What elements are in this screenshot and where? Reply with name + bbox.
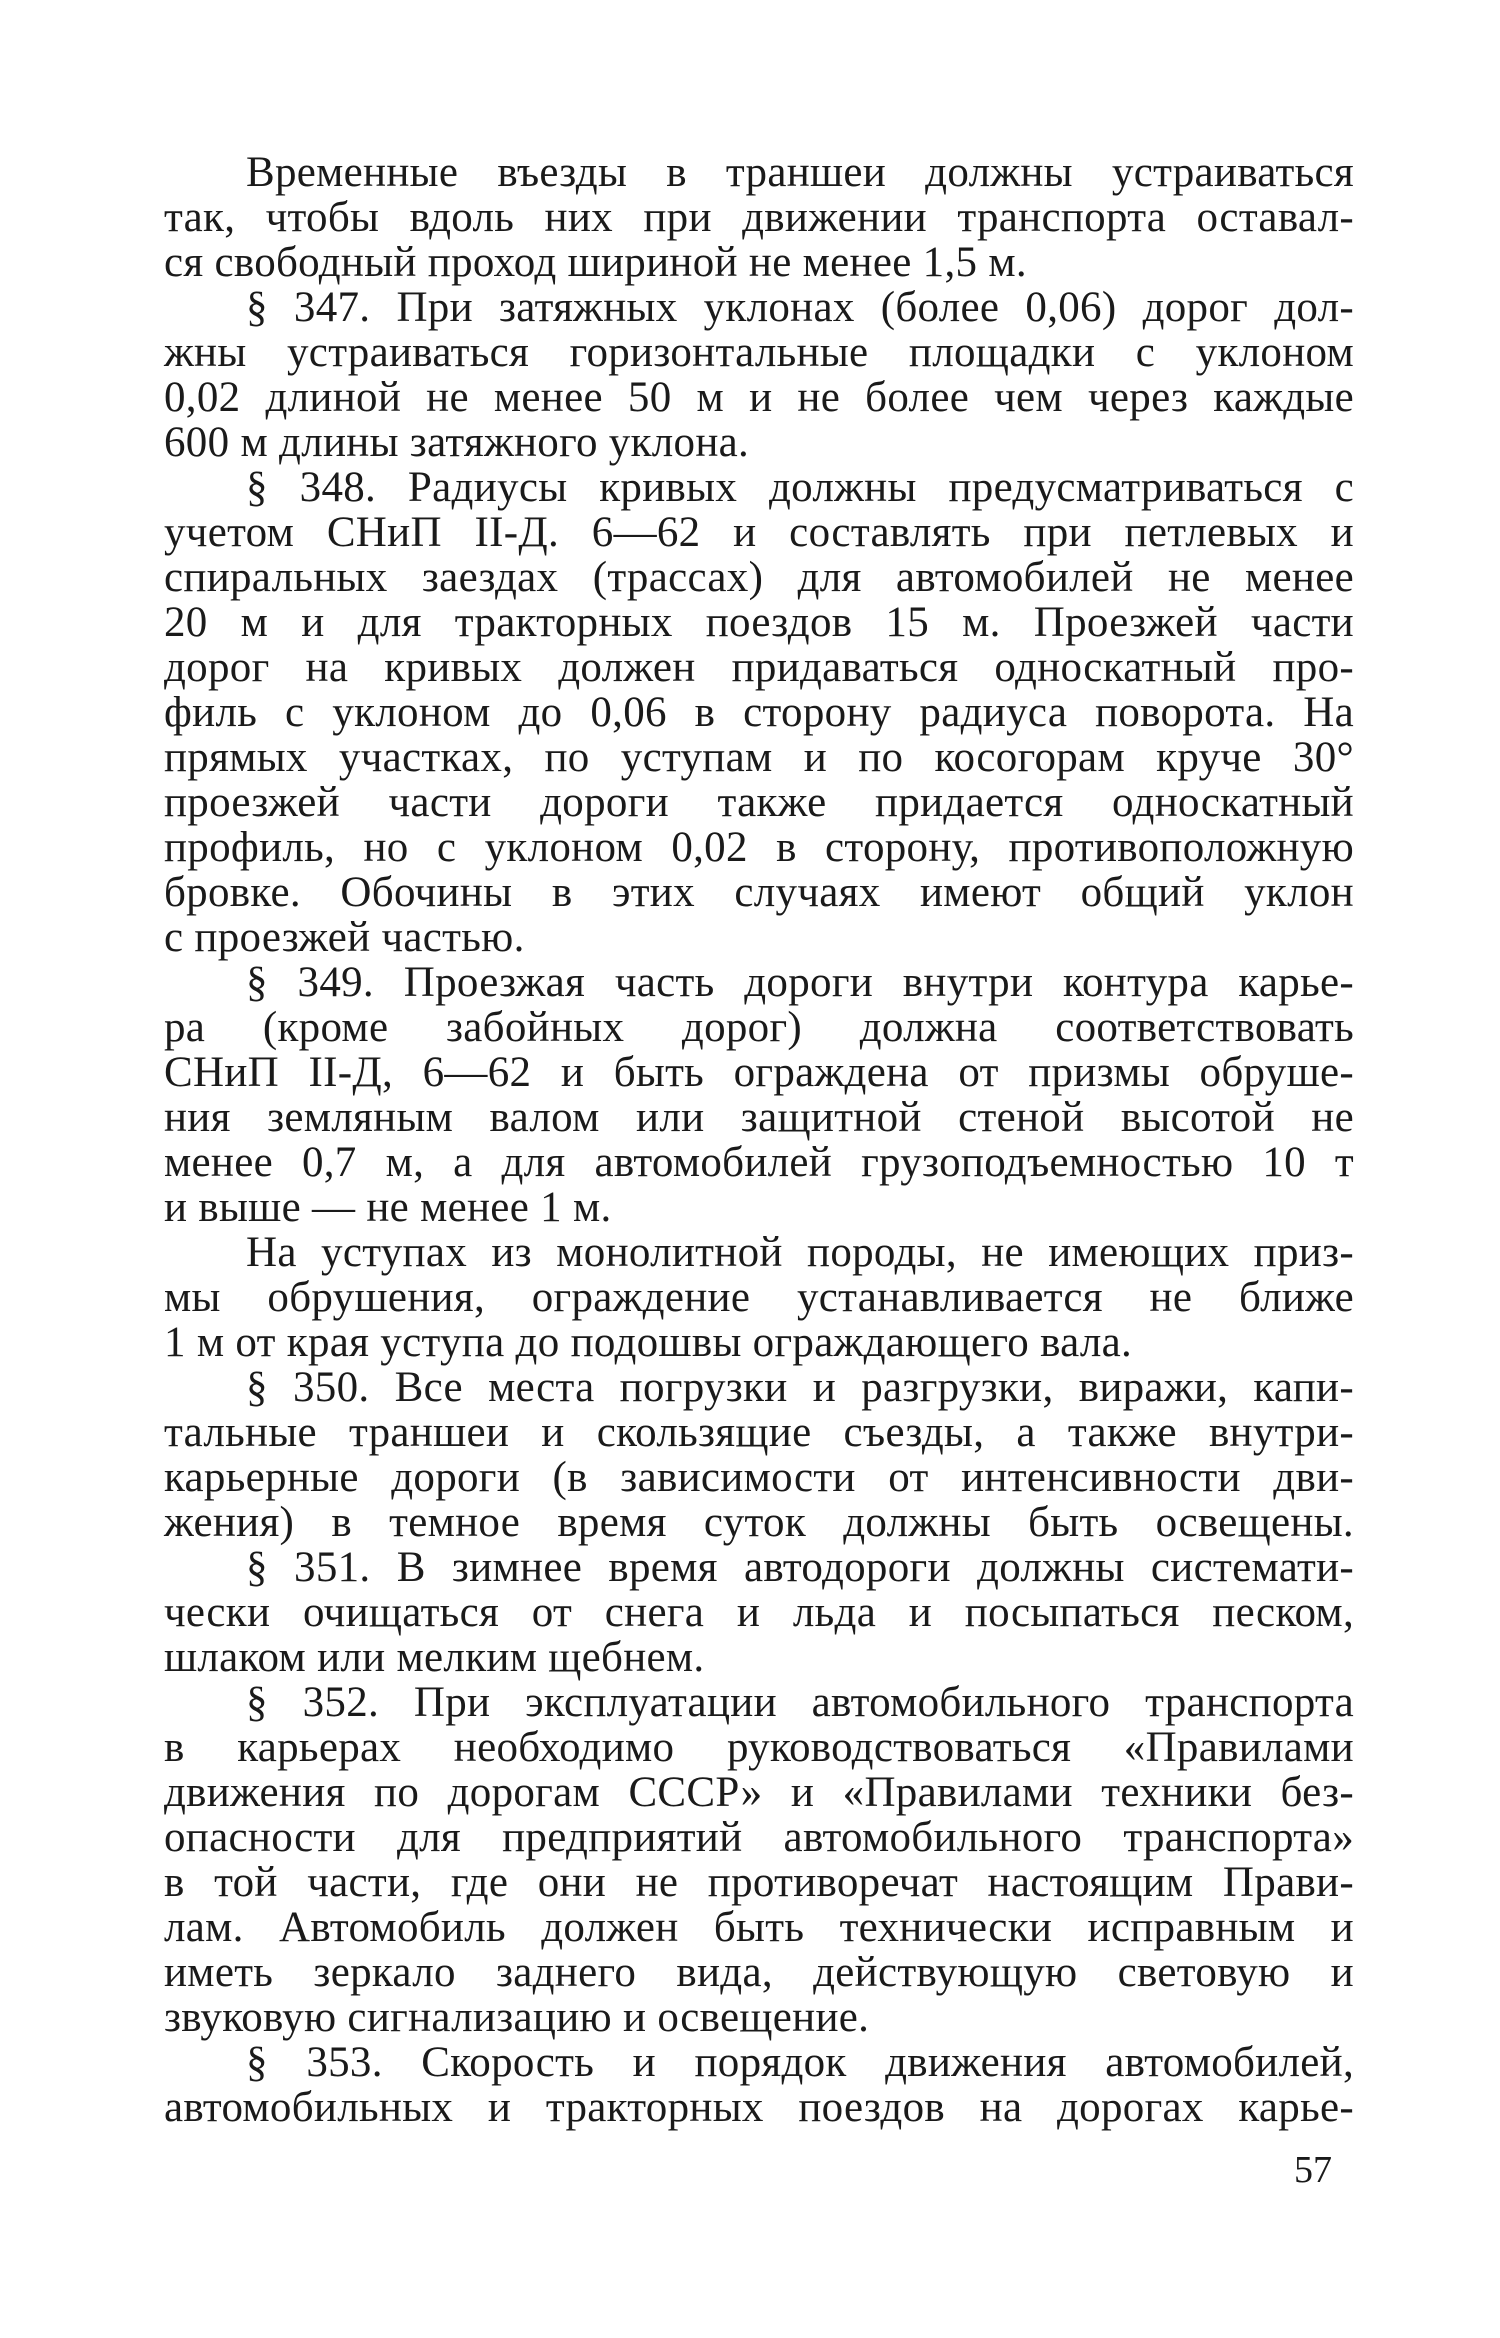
text-line: § 347. При затяжных уклонах (более 0,06) дорог дол- bbox=[246, 284, 1354, 331]
paragraph-350 bbox=[164, 1365, 1354, 1545]
text-line: На уступах из монолитной породы, не имеющих приз- bbox=[246, 1229, 1354, 1276]
text-line: менее 0,7 м, а для автомобилей грузоподъемностью 10 т bbox=[164, 1139, 1354, 1186]
text-line: с проезжей частью. bbox=[164, 914, 525, 961]
text-line: лам. Автомобиль должен быть технически исправным и bbox=[164, 1904, 1354, 1951]
paragraph bbox=[164, 1230, 1354, 1365]
text-line: 20 м и для тракторных поездов 15 м. Проезжей части bbox=[164, 599, 1354, 646]
text-line: и выше — не менее 1 м. bbox=[164, 1184, 612, 1231]
text-line: § 351. В зимнее время автодороги должны системати- bbox=[246, 1544, 1354, 1591]
text-line: дорог на кривых должен придаваться односкатный про- bbox=[164, 644, 1354, 691]
text-line: иметь зеркало заднего вида, действующую световую и bbox=[164, 1949, 1354, 1996]
text-line: мы обрушения, ограждение устанавливается не ближе bbox=[164, 1274, 1354, 1321]
text-line: 600 м длины затяжного уклона. bbox=[164, 419, 750, 466]
page-number: 57 bbox=[1294, 2149, 1332, 2191]
text-line: тальные траншеи и скользящие съезды, а также внутри- bbox=[164, 1409, 1354, 1456]
text-line: звуковую сигнализацию и освещение. bbox=[164, 1994, 870, 2041]
text-line: жения) в темное время суток должны быть освещены. bbox=[164, 1499, 1354, 1546]
paragraph-351 bbox=[164, 1545, 1354, 1680]
text-line: 1 м от края уступа до подошвы ограждающего вала. bbox=[164, 1319, 1133, 1366]
text-line: профиль, но с уклоном 0,02 в сторону, противоположную bbox=[164, 824, 1354, 871]
text-line: § 353. Скорость и порядок движения автомобилей, bbox=[246, 2039, 1354, 2086]
text-line: так, чтобы вдоль них при движении транспорта оставал- bbox=[164, 194, 1354, 241]
paragraph bbox=[164, 150, 1354, 285]
paragraph-348 bbox=[164, 465, 1354, 960]
text-line: в карьерах необходимо руководствоваться «Правилами bbox=[164, 1724, 1354, 1771]
page-body bbox=[164, 150, 1354, 2130]
text-line: ния земляным валом или защитной стеной высотой не bbox=[164, 1094, 1354, 1141]
paragraph-352 bbox=[164, 1680, 1354, 2040]
paragraph-347 bbox=[164, 285, 1354, 465]
text-line: в той части, где они не противоречат настоящим Прави- bbox=[164, 1859, 1354, 1906]
text-line: § 348. Радиусы кривых должны предусматриваться с bbox=[246, 464, 1354, 511]
text-line: жны устраиваться горизонтальные площадки с уклоном bbox=[164, 329, 1354, 376]
text-line: § 350. Все места погрузки и разгрузки, виражи, капи- bbox=[246, 1364, 1354, 1411]
text-line: учетом СНиП II-Д. 6—62 и составлять при петлевых и bbox=[164, 509, 1354, 556]
paragraph-353 bbox=[164, 2040, 1354, 2130]
text-line: 0,02 длиной не менее 50 м и не более чем через каждые bbox=[164, 374, 1354, 421]
text-line: прямых участках, по уступам и по косогорам круче 30° bbox=[164, 734, 1354, 781]
text-line: автомобильных и тракторных поездов на дорогах карье- bbox=[164, 2084, 1354, 2131]
text-line: § 349. Проезжая часть дороги внутри контура карье- bbox=[246, 959, 1354, 1006]
text-line: Временные въезды в траншеи должны устраиваться bbox=[246, 149, 1354, 196]
text-line: бровке. Обочины в этих случаях имеют общий уклон bbox=[164, 869, 1354, 916]
text-line: движения по дорогам СССР» и «Правилами техники без- bbox=[164, 1769, 1354, 1816]
text-line: филь с уклоном до 0,06 в сторону радиуса поворота. На bbox=[164, 689, 1354, 736]
text-line: СНиП II-Д, 6—62 и быть ограждена от призмы обруше- bbox=[164, 1049, 1354, 1096]
text-line: чески очищаться от снега и льда и посыпаться песком, bbox=[164, 1589, 1354, 1636]
text-line: проезжей части дороги также придается односкатный bbox=[164, 779, 1354, 826]
text-line: шлаком или мелким щебнем. bbox=[164, 1634, 705, 1681]
text-line: спиральных заездах (трассах) для автомобилей не менее bbox=[164, 554, 1354, 601]
text-line: § 352. При эксплуатации автомобильного транспорта bbox=[246, 1679, 1354, 1726]
text-line: опасности для предприятий автомобильного транспорта» bbox=[164, 1814, 1354, 1861]
text-line: карьерные дороги (в зависимости от интенсивности дви- bbox=[164, 1454, 1354, 1501]
text-line: ра (кроме забойных дорог) должна соответствовать bbox=[164, 1004, 1354, 1051]
text-line: ся свободный проход шириной не менее 1,5 м. bbox=[164, 239, 1027, 286]
paragraph-349 bbox=[164, 960, 1354, 1230]
